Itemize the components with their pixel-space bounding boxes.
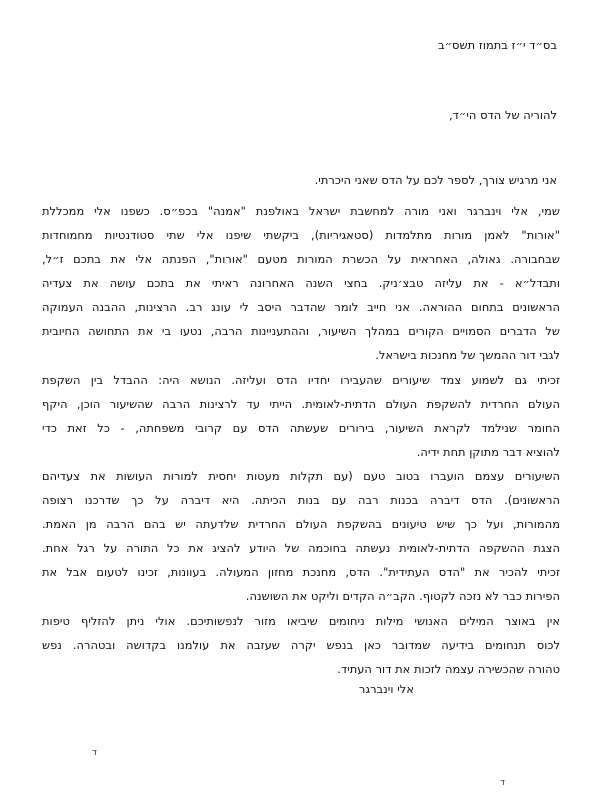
body-line: "אורות" לאמן מורות מתלמדות (סטאגיריות), ביקשתי שיפנו אלי שתי סטודנטיות מחמוחדות bbox=[42, 228, 560, 242]
letter-greeting: להוריה של הדס הי״ד, bbox=[448, 108, 557, 122]
letter-opening: אני מרגיש צורך, לספר לכם על הדס שאני היכרתי. bbox=[314, 173, 557, 187]
body-line: להוציא דבר מתוקן תחת ידיה. bbox=[416, 445, 560, 459]
body-line: העולם החרדית להשקפת העולם הדתית-לאומית. הייתי עד לרצינות הרבה שהשיעור הוכן, היקף bbox=[42, 397, 560, 411]
body-line: השיעורים עצמם הועברו בטוב טעם (עם תקלות מעטות יחסית למורות העושות את צעדיהם bbox=[42, 469, 560, 483]
body-line: מהמורות, ועל כך שיש טיעונים בהשקפת העולם החרדית שלדעתה יש בהם הרבה מן האמת. bbox=[42, 517, 560, 531]
margin-mark: ד bbox=[500, 778, 505, 788]
margin-mark: ד bbox=[92, 748, 97, 758]
letter-signature: אלי וינברגר bbox=[358, 682, 414, 696]
body-line: הראשונים). הדס דיברה בכנות רבה עם בנות הכיתה. היא דיברה על כך שדרכנו רצופה bbox=[42, 493, 560, 507]
body-line: זכיתי להכיר את "הדס העתידית". הדס, מחנכת מחזון המעולה. בעוונות, זכינו לטעום אבל את bbox=[42, 565, 560, 579]
body-line: הראשונים בתחום ההוראה. אני חייב לומר שהדבר היסב לי עונג רב. הרצינות, ההבנה העמוקה bbox=[42, 300, 560, 314]
body-line: שמי, אלי וינברגר ואני מורה למחשבת ישראל באולפנת "אמנה" בכפ״ס. כשפנו אלי ממכללת bbox=[42, 204, 560, 218]
letter-date: בס״ד י״ז בתמוז תשס״ב bbox=[438, 38, 557, 52]
body-line: החומר שנילמד לקראת השיעור, בירורים שעשתה הדס עם קרובי משפחתה, - כל זאת כדי bbox=[42, 421, 560, 435]
body-line: אין באוצר המילים האנושי מילות ניחומים שיביאו מזור לנפשותיכם. אולי ניתן להזליף טיפות bbox=[42, 614, 560, 628]
body-line: טהורה שהכשירה עצמה לזכות את דור העתיד. bbox=[337, 662, 560, 676]
body-line: של הדברים הסמויים הקורים במהלך השיעור, וההתעניינות הרבה, נטעו בי את התחושה החיובית bbox=[42, 324, 560, 338]
body-line: שבחבורה. גאולה, האחראית על הכשרת המורות מטעם "אורות", הפנתה אלי את בתכם ז״ל, bbox=[42, 252, 560, 266]
body-line: הצגת ההשקפה הדתית-לאומית נעשתה בחוכמה של היודע להציג את כל התורה על רגל אחת. bbox=[42, 541, 560, 555]
body-line: הפירות כבר לא נזכה לקטוף. הקב״ה הקדים וליקט את השושנה. bbox=[245, 589, 560, 603]
body-line: לכוס תנחומים בידיעה שמדובר כאן בנפש יקרה שעזבה את עולמנו בקדושה ובטהרה. נפש bbox=[42, 638, 560, 652]
body-line: לגבי דור ההמשך של מחנכות בישראל. bbox=[375, 348, 560, 362]
body-line: ותבדל״א - את עליזה טבצ׳ניק. בחצי השנה האחרונה ראיתי את בתכם עושה את צעדיה bbox=[42, 276, 560, 290]
body-line: זכיתי גם לשמוע צמד שיעורים שהעבירו יחדיו הדס ועליזה. הנושא היה: ההבדל בין השקפת bbox=[42, 373, 560, 387]
